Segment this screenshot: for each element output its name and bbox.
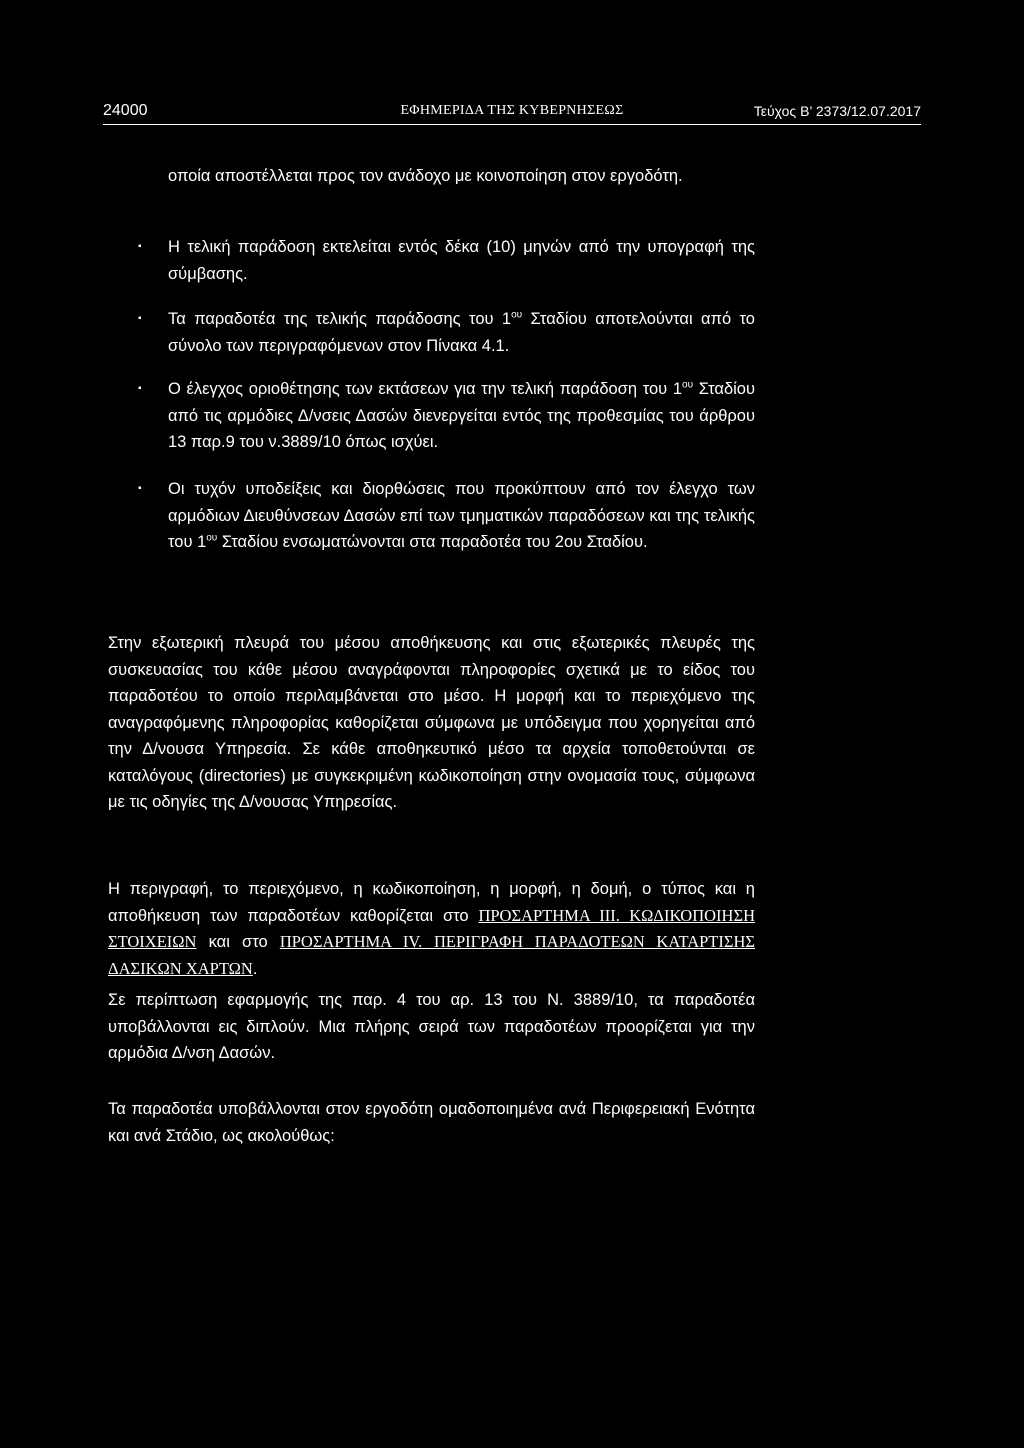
annex-iv-link[interactable]: ΠΡΟΣΑΡΤΗΜΑ IV. ΠΕΡΙΓΡΑΦΗ ΠΑΡΑΔΟΤΕΩΝ ΚΑΤΑΡΤΙΣΗΣ ΔΑΣΙΚΩΝ ΧΑΡΤΩΝ [108, 932, 755, 978]
journal-title: ΕΦΗΜΕΡΙΔΑ ΤΗΣ ΚΥΒΕΡΝΗΣΕΩΣ [400, 103, 624, 118]
bullet-marker: ▪ [138, 483, 142, 494]
list-item-text: Οι τυχόν υποδείξεις και διορθώσεις που προκύπτουν από τον έλεγχο των αρμόδιων Διευθύνσεων Δασών επί των τμηματικών παραδόσεων και της τελικής του 1 [168, 480, 755, 551]
list-item-text: Η τελική παράδοση εκτελείται εντός δέκα (10) μηνών από την υπογραφή της σύμβασης. [168, 238, 755, 283]
issue-info: Τεύχος Β’ 2373/12.07.2017 [753, 103, 921, 119]
paragraph-grouping: Τα παραδοτέα υποβάλλονται στον εργοδότη ομαδοποιημένα ανά Περιφερειακή Ενότητα και ανά Στάδιο, ως ακολούθως: [108, 1100, 755, 1145]
paragraph-duplicate: Σε περίπτωση εφαρμογής της παρ. 4 του αρ. 13 του Ν. 3889/10, τα παραδοτέα υποβάλλονται εις διπλούν. Μια πλήρης σειρά των παραδοτέων προορίζεται για την αρμόδια Δ/νση Δασών. [108, 991, 755, 1062]
list-item-text: Ο έλεγχος οριοθέτησης των εκτάσεων για την τελική παράδοση του 1 [168, 380, 683, 398]
page-number: 24000 [103, 102, 148, 119]
page-header [103, 102, 921, 125]
paragraph-storage-labels: Στην εξωτερική πλευρά του μέσου αποθήκευσης και στις εξωτερικές πλευρές της συσκευασίας του κάθε μέσου αναγράφονται πληροφορίες σχετικά με το είδος του παραδοτέου το οποίο περιλαμβάνεται στο μέσο. Η μορφή και το περιεχόμενο της αναγραφόμενης πληροφορίας καθορίζεται σύμφωνα με υπόδειγμα που χορηγείται από την Δ/νουσα Υπηρεσία. Σε κάθε αποθηκευτικό μέσο τα αρχεία τοποθετούνται σε καταλόγους (directories) με συγκεκριμένη κωδικοποίηση στην ονομασία τους, σύμφωνα με τις οδηγίες της Δ/νουσας Υπηρεσίας. [108, 634, 755, 811]
list-item [138, 376, 756, 456]
paragraph-annexes [108, 876, 755, 982]
superscript: ου [682, 379, 694, 391]
bullet-marker: ▪ [138, 313, 142, 324]
bullet-marker: ▪ [138, 383, 142, 394]
superscript: ου [511, 309, 523, 321]
list-item [138, 476, 755, 556]
list-item-text: Τα παραδοτέα της τελικής παράδοσης του 1 [168, 310, 512, 328]
list-item [138, 306, 755, 359]
superscript: ου [206, 532, 218, 544]
paragraph-text: και στο [196, 933, 280, 951]
bullet-marker: ▪ [138, 241, 142, 252]
paragraph-text: Η περιγραφή, το περιεχόμενο, η κωδικοποίηση, η μορφή, η δομή, ο τύπος και η αποθήκευση των παραδοτέων καθορίζεται στο [108, 880, 755, 925]
paragraph-text: . [252, 959, 258, 978]
list-item-text: Σταδίου από τις αρμόδιες Δ/νσεις Δασών διενεργείται εντός της προθεσμίας του άρθρου 13 παρ.9 του ν.3889/10 όπως ισχύει. [168, 380, 756, 451]
list-item [138, 234, 755, 287]
annex-iii-link[interactable]: ΠΡΟΣΑΡΤΗΜΑ ΙΙΙ. ΚΩΔΙΚΟΠΟΙΗΣΗ ΣΤΟΙΧΕΙΩΝ [108, 905, 755, 951]
list-item-text: Σταδίου ενσωματώνονται στα παραδοτέα του 2ου Σταδίου. [217, 533, 648, 551]
continuation-text: οποία αποστέλλεται προς τον ανάδοχο με κοινοποίηση στον εργοδότη. [168, 167, 683, 185]
list-item-text: Σταδίου αποτελούνται από το σύνολο των περιγραφόμενων στον Πίνακα 4.1. [168, 310, 755, 355]
